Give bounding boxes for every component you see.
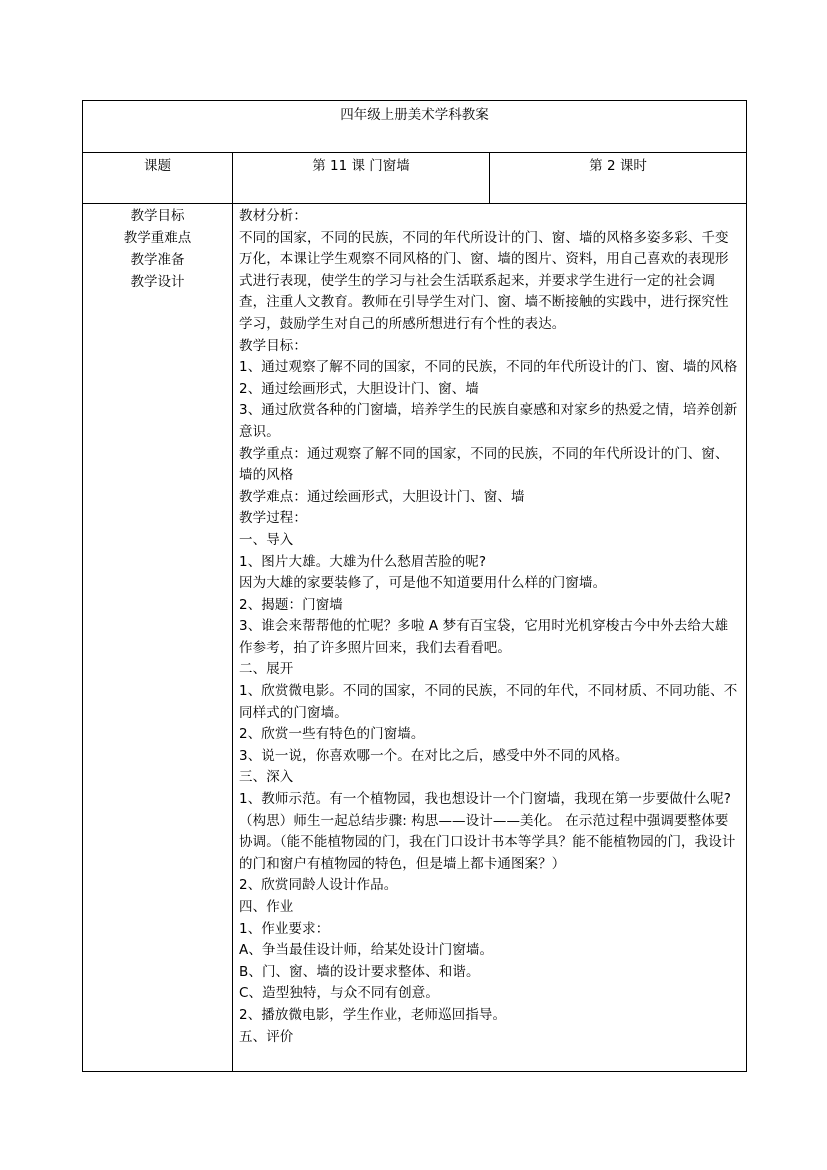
content-line: 教学目标： <box>239 337 307 354</box>
content-line: 不同的国家，不同的民族，不同的年代所设计的门、窗、墙的风格多姿多彩、千变万化，本课让学生观察不同风格的门、窗、墙的图片、资料，用自己喜欢的表现形式进行表现，使学生的学习与社会生活联系起来，并要求学生进行一定的社会调查，注重人文教育。教师在引导学生对门、窗、墙不断接触的实践中，进行探究性学习，鼓励学生对自己的所感所想进行有个性的表达。 <box>239 229 729 332</box>
lesson-plan-table <box>82 100 747 1072</box>
content-line: 1、通过观察了解不同的国家，不同的民族，不同的年代所设计的门、窗、墙的风格 <box>239 359 738 376</box>
label-key-difficult-points: 教学重难点 <box>123 230 192 246</box>
content-line: 2、欣赏同龄人设计作品。 <box>239 877 398 894</box>
content-line: 2、欣赏一些有特色的门窗墙。 <box>239 726 425 743</box>
document-title: 四年级上册美术学科教案 <box>83 101 747 153</box>
content-line: 因为大雄的家要装修了，可是他不知道要用什么样的门窗墙。 <box>239 575 607 592</box>
content-line: 2、通过绘画形式，大胆设计门、窗、墙 <box>239 380 479 397</box>
topic-label: 课题 <box>83 153 233 204</box>
content-line: 1、作业要求： <box>239 920 330 937</box>
label-teaching-design: 教学设计 <box>130 274 185 290</box>
label-teaching-goals: 教学目标 <box>130 208 185 224</box>
content-line: 教学重点：通过观察了解不同的国家，不同的民族，不同的年代所设计的门、窗、墙的风格 <box>239 445 729 484</box>
content-line: 教学过程： <box>239 510 307 527</box>
content-line: 1、欣赏微电影。不同的国家，不同的民族，不同的年代，不同材质、不同功能、不同样式的门窗墙。 <box>239 683 738 721</box>
content-line: 2、揭题：门窗墙 <box>239 596 343 613</box>
content-line: 1、图片大雄。大雄为什么愁眉苦脸的呢? <box>239 553 487 570</box>
content-line: 二、展开 <box>239 661 294 678</box>
content-line: 1、教师示范。有一个植物园，我也想设计一个门窗墙，我现在第一步要做什么呢?（构思）师生一起总结步骤: 构思——设计——美化。 在示范过程中强调要整体要协调。（能不能植物园的门，我在门口设计书本等学具？能不能植物园的门，我设计的门和窗户有植物园的特色，但是墙上都卡通图案？） <box>239 791 736 872</box>
content-line: 3、说一说，你喜欢哪一个。在对比之后，感受中外不同的风格。 <box>239 747 629 764</box>
content-line: A、争当最佳设计师，给某处设计门窗墙。 <box>239 942 494 959</box>
section-labels <box>83 204 233 1072</box>
label-teaching-preparation: 教学准备 <box>130 252 185 268</box>
content-line: 三、深入 <box>239 769 294 786</box>
content-line: C、造型独特，与众不同有创意。 <box>239 985 439 1002</box>
header-row <box>83 153 747 204</box>
content-line: B、门、窗、墙的设计要求整体、和谐。 <box>239 963 480 980</box>
content-line: 2、播放微电影，学生作业，老师巡回指导。 <box>239 1006 507 1023</box>
body-row <box>83 204 747 1072</box>
content-line: 一、导入 <box>239 531 294 548</box>
content-line: 3、谁会来帮帮他的忙呢？多啦 A 梦有百宝袋，它用时光机穿梭古今中外去给大雄作参考，拍了许多照片回来，我们去看看吧。 <box>239 618 729 656</box>
content-line: 3、通过欣赏各种的门窗墙，培养学生的民族自豪感和对家乡的热爱之情，培养创新意识。 <box>239 402 738 440</box>
lesson-title: 第 11 课 门窗墙 <box>233 153 490 204</box>
lesson-period: 第 2 课时 <box>490 153 747 204</box>
title-row <box>83 101 747 153</box>
content-line: 四、作业 <box>239 899 294 915</box>
lesson-content <box>233 204 747 1072</box>
content-line: 教材分析： <box>239 208 307 224</box>
content-line: 五、评价 <box>239 1028 294 1045</box>
content-line: 教学难点：通过绘画形式，大胆设计门、窗、墙 <box>239 488 525 505</box>
